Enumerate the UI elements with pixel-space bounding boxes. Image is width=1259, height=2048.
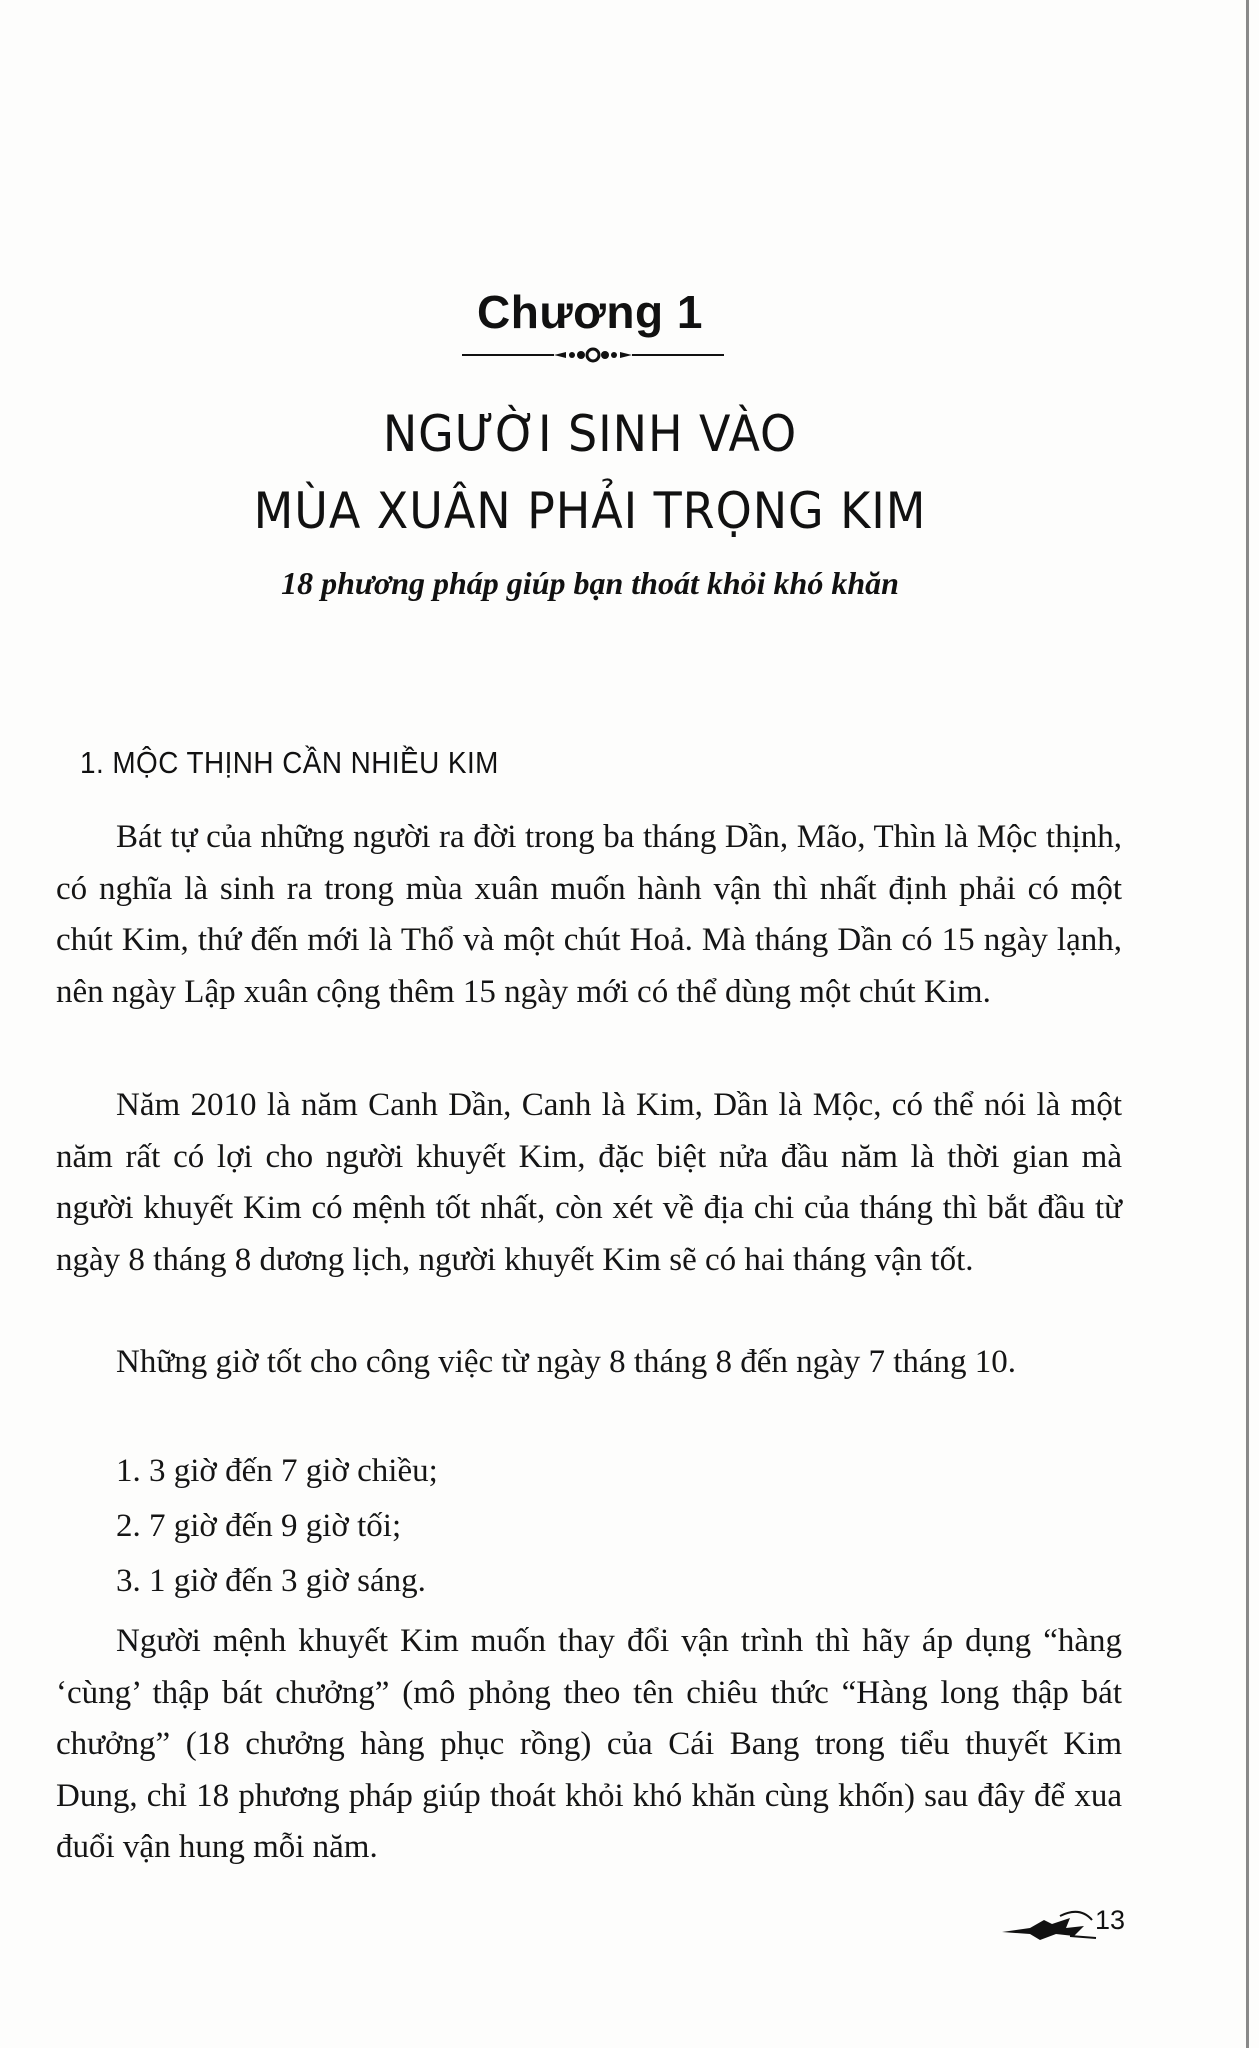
section-heading: 1. MỘC THỊNH CẦN NHIỀU KIM [80, 745, 499, 780]
list-item: 2. 7 giờ đến 9 giờ tối; [116, 1508, 402, 1544]
paragraph-2 [56, 1080, 1122, 1292]
paragraph-3 [56, 1337, 1122, 1395]
list-item: 1. 3 giờ đến 7 giờ chiều; [116, 1453, 438, 1489]
paragraph-4 [56, 1616, 1122, 1880]
chapter-title-line-1: NGƯỜI SINH VÀO [382, 405, 798, 463]
paragraph-1 [56, 812, 1122, 1024]
good-hours-list [116, 1444, 438, 1609]
page-number: 13 [1095, 1905, 1126, 1935]
paragraph-text: Năm 2010 là năm Canh Dần, Canh là Kim, Dần là Mộc, có thể nói là một năm rất có lợi cho người khuyết Kim, đặc biệt nửa đầu năm là thời gian mà người khuyết Kim có mệnh tốt nhất, còn xét về địa chi của tháng thì bắt đầu từ ngày 8 tháng 8 dương lịch, người khuyết Kim sẽ có hai tháng vận tốt. [56, 1087, 1122, 1278]
paragraph-text: Những giờ tốt cho công việc từ ngày 8 tháng 8 đến ngày 7 tháng 10. [116, 1344, 1017, 1380]
paragraph-text: Người mệnh khuyết Kim muốn thay đổi vận trình thì hãy áp dụng “hàng ‘cùng’ thập bát chưởng” (mô phỏng theo tên chiêu thức “Hàng long thập bát chưởng” (18 chưởng hàng phục rồng) của Cái Bang trong tiểu thuyết Kim Dung, chỉ 18 phương pháp giúp thoát khỏi khó khăn cùng khốn) sau đây để xua đuổi vận hung mỗi năm. [56, 1623, 1122, 1865]
paragraph-text: Bát tự của những người ra đời trong ba tháng Dần, Mão, Thìn là Mộc thịnh, có nghĩa là sinh ra trong mùa xuân muốn hành vận thì nhất định phải có một chút Kim, thứ đến mới là Thổ và một chút Hoả. Mà tháng Dần có 15 ngày lạnh, nên ngày Lập xuân cộng thêm 15 ngày mới có thể dùng một chút Kim. [56, 819, 1122, 1010]
page-edge-line [1246, 0, 1249, 2048]
chapter-ornament-divider [462, 346, 724, 364]
chapter-title-line-2: MÙA XUÂN PHẢI TRỌNG KIM [253, 482, 927, 540]
list-item: 3. 1 giờ đến 3 giờ sáng. [116, 1563, 426, 1599]
page-ornament-icon [1000, 1906, 1150, 1946]
chapter-label: Chương 1 [477, 286, 703, 338]
chapter-subtitle: 18 phương pháp giúp bạn thoát khỏi khó khăn [281, 565, 899, 601]
